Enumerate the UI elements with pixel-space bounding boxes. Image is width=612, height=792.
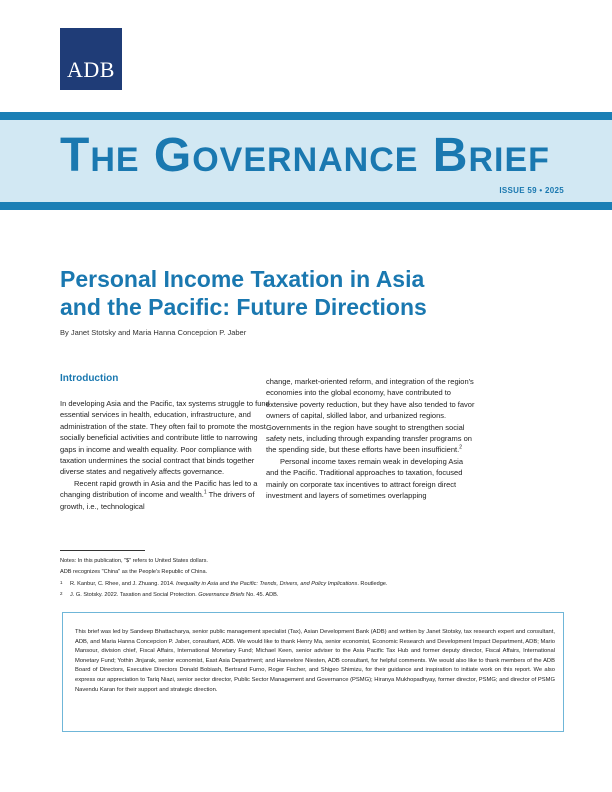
- section-heading-introduction: Introduction: [60, 373, 119, 384]
- paragraph: In developing Asia and the Pacific, tax systems struggle to fund essential services in health, education, infrastructure, and administration of the state. They often fail to promote the most socially beneficial activities and contribute little to narrowing gaps in income and wealth equality. Poor compliance with taxation undermines the social contract that binds together diverse states and negatively affects governance.: [60, 399, 270, 477]
- masthead-band-top: [0, 112, 612, 120]
- paragraph-text: The drivers of growth, i.e., technological: [60, 490, 255, 511]
- footnote-text: . Routledge.: [357, 580, 388, 587]
- footnote-marker: 1: [60, 579, 63, 585]
- footnote-title: Inequality in Asia and the Pacific: Trends, Drivers, and Policy Implications: [176, 580, 358, 587]
- article-title: [60, 265, 560, 321]
- footnote-marker: 2: [60, 591, 63, 597]
- note-china: ADB recognizes "China" as the People's Republic of China.: [60, 568, 208, 575]
- footnote-ref: 1: [203, 489, 207, 496]
- footnote-text: J. G. Stotsky. 2022. Taxation and Social Protection.: [70, 592, 199, 599]
- paragraph-text: Recent rapid growth in Asia and the Pacific has led to a changing distribution of income and wealth.: [60, 478, 258, 500]
- issue-number: ISSUE 59 • 2025: [499, 186, 564, 195]
- footnotes: [60, 556, 560, 601]
- publication-title: The Governance Brief: [60, 129, 550, 182]
- adb-logo: [60, 28, 122, 90]
- footnote-text: R. Kanbur, C. Rhee, and J. Zhuang. 2014.: [70, 580, 177, 587]
- paragraph: Personal income taxes remain weak in developing Asia and the Pacific. Traditional approaches to taxation, focused mainly on corporate tax incentives to attract foreign direct investment and layers of sometimes overlapping: [266, 456, 464, 501]
- paragraph-text: change, market-oriented reform, and integration of the region's economies into the global economy, have contributed to extensive poverty reduction, but they have also tended to favor owners of capital, skilled labor, and urbanized regions. Governments in the region have sought to strengthen social safety nets, including through expanding transfer programs on the spending side, but these efforts have been insufficient.: [266, 377, 475, 455]
- byline: By Janet Stotsky and Maria Hanna Concepcion P. Jaber: [60, 328, 247, 337]
- footnote-title: Governance Briefs: [198, 592, 245, 599]
- column-right: [266, 376, 476, 501]
- article-title-line-2: and the Pacific: Future Directions: [60, 294, 427, 320]
- acknowledgment-text: This brief was led by Sandeep Bhattacharya, senior public management specialist (Tax), Asian Development Bank (ADB) and written by Janet Stotsky, tax research expert and consultant, ADB, and Maria Hanna Concepcion P. Jaber, consultant, ADB. We would like to thank Henry Ma, senior economist, Economic Research and Development Impact Department, ADB; Mario Mansour, division chief, Fiscal Affairs, International Monetary Fund; Michael Keen, senior adviser to the Asia Pacific Tax Hub and former deputy director, Fiscal Affairs, International Monetary Fund; Yothin Jinjarak, senior economist, East Asia Department; and Hannelore Niesten, ADB consultant, for helpful comments. We would also like to thank members of the ADB Board of Directors, Executive Directors Donald Bobiash, Bertrand Furno, Roger Fischer, and Shigeo Shimizu, for their guidance and inspiration to initiate work on this report. We also express our appreciation to Tariq Niazi, senior sector director, Public Sector Management and Governance (PSMG); Hiranya Mukhopadhyay, former director, PSMG; and director of PSMG Navendu Karan for their support and strategic direction.: [75, 629, 555, 693]
- footnote-text: No. 45. ADB.: [244, 592, 279, 599]
- column-left: [60, 372, 270, 512]
- paragraph: [266, 376, 476, 456]
- paragraph: [60, 478, 270, 512]
- footnote-divider: [60, 550, 145, 551]
- article-title-line-1: Personal Income Taxation in Asia: [60, 266, 425, 292]
- footnote-1: [60, 578, 560, 590]
- logo-text: ADB: [67, 57, 115, 82]
- footnote-ref: 2: [459, 444, 462, 451]
- masthead-band-bottom: [0, 202, 612, 210]
- footnote-2: [60, 589, 560, 601]
- note-currency: Notes: In this publication, "$" refers to United States dollars.: [60, 558, 208, 564]
